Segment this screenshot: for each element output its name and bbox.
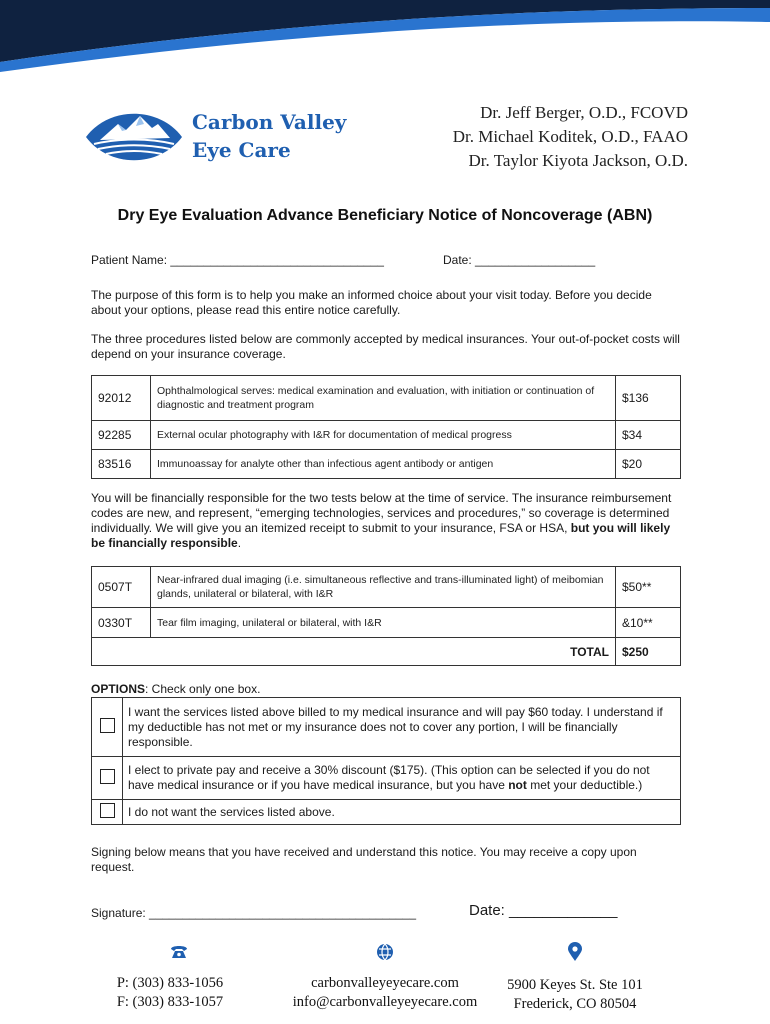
test-code: 0507T bbox=[92, 567, 151, 608]
table-row bbox=[92, 567, 681, 608]
phone-icon bbox=[169, 942, 189, 962]
header-swoosh bbox=[0, 0, 770, 80]
procedure-description: External ocular photography with I&R for documentation of medical progress bbox=[151, 421, 616, 450]
brand-line-2: Eye Care bbox=[192, 138, 291, 162]
options-heading bbox=[91, 682, 260, 696]
doctor-list bbox=[453, 101, 688, 173]
options-table bbox=[91, 697, 681, 825]
option-2-checkbox[interactable] bbox=[100, 769, 115, 784]
option-2-text bbox=[123, 757, 681, 800]
options-label: OPTIONS bbox=[91, 682, 146, 696]
tests-table bbox=[91, 566, 681, 666]
option-3-checkbox-cell bbox=[92, 800, 123, 825]
doctor-name: Dr. Jeff Berger, O.D., FCOVD bbox=[480, 103, 688, 122]
globe-icon bbox=[375, 942, 395, 962]
website-link[interactable]: carbonvalleyeyecare.com bbox=[311, 975, 459, 991]
option-row[interactable] bbox=[92, 698, 681, 757]
test-price: &10** bbox=[616, 608, 681, 638]
options-hint: : Check only one box. bbox=[145, 682, 261, 696]
signature-date-field[interactable]: Date: _____________ bbox=[469, 902, 618, 919]
form-title: Dry Eye Evaluation Advance Beneficiary Notice of Noncoverage (ABN) bbox=[117, 207, 653, 224]
option-3-text: I do not want the services listed above. bbox=[123, 800, 681, 825]
procedure-price: $34 bbox=[616, 421, 681, 450]
tests-intro bbox=[91, 491, 681, 551]
tests-intro-text: You will be financially responsible for the two tests below at the time of service. The insurance reimbursement codes are new, and represent, “emerging technologies, services and procedures,” so coverage is determined individually. We will give you an itemized receipt to submit to your insurance, FSA or HSA, bbox=[91, 491, 672, 535]
phone-contact bbox=[95, 974, 245, 1012]
email-link[interactable]: info@carbonvalleyeyecare.com bbox=[292, 994, 478, 1010]
table-row bbox=[92, 421, 681, 450]
option-1-checkbox[interactable] bbox=[100, 718, 115, 733]
signing-note: Signing below means that you have received and understand this notice. You may receive a copy upon request. bbox=[91, 845, 637, 874]
intro-paragraph: The purpose of this form is to help you make an informed choice about your visit today. Before you decide about your options, please read this entire notice carefully. bbox=[91, 288, 652, 317]
option-row[interactable] bbox=[92, 800, 681, 825]
option-2-checkbox-cell bbox=[92, 757, 123, 800]
address-line-2: Frederick, CO 80504 bbox=[513, 996, 637, 1012]
procedures-intro: The three procedures listed below are commonly accepted by medical insurances. Your out-of-pocket costs will depend on your insurance coverage. bbox=[91, 332, 680, 361]
option-2-text-bold: not bbox=[508, 778, 527, 792]
procedures-table bbox=[91, 375, 681, 479]
tests-intro-bold: but you will likely be financially responsible bbox=[91, 521, 671, 550]
procedure-price: $136 bbox=[616, 376, 681, 421]
phone-number: P: (303) 833-1056 bbox=[116, 975, 224, 991]
tests-intro-end: . bbox=[237, 536, 242, 550]
procedure-description: Immunoassay for analyte other than infectious agent antibody or antigen bbox=[151, 450, 616, 479]
web-contact bbox=[275, 974, 495, 1012]
total-label: TOTAL bbox=[92, 638, 616, 666]
doctor-name: Dr. Taylor Kiyota Jackson, O.D. bbox=[468, 151, 688, 170]
procedure-code: 92285 bbox=[92, 421, 151, 450]
option-3-checkbox[interactable] bbox=[100, 803, 115, 818]
address bbox=[500, 976, 650, 1014]
option-row[interactable] bbox=[92, 757, 681, 800]
procedure-price: $20 bbox=[616, 450, 681, 479]
total-row bbox=[92, 638, 681, 666]
table-row bbox=[92, 608, 681, 638]
address-line-1: 5900 Keyes St. Ste 101 bbox=[507, 977, 643, 993]
option-1-checkbox-cell bbox=[92, 698, 123, 757]
option-2-text-post: met your deductible.) bbox=[526, 778, 643, 792]
date-field[interactable]: Date: __________________ bbox=[443, 253, 596, 267]
test-description: Tear film imaging, unilateral or bilateral, with I&R bbox=[151, 608, 616, 638]
procedure-code: 83516 bbox=[92, 450, 151, 479]
location-pin-icon bbox=[565, 942, 585, 962]
option-2-text-pre: I elect to private pay and receive a 30% discount ($175). (This option can be selected if you do not have medical insurance or if you have medical insurance, but you have bbox=[128, 763, 650, 792]
test-price: $50** bbox=[616, 567, 681, 608]
table-row bbox=[92, 450, 681, 479]
fax-number: F: (303) 833-1057 bbox=[116, 994, 224, 1010]
brand-name bbox=[192, 108, 346, 164]
test-description: Near-infrared dual imaging (i.e. simultaneous reflective and trans-illuminated light) of meibomian glands, unilateral or bilateral, with I&R bbox=[151, 567, 616, 608]
procedure-description: Ophthalmological serves: medical examination and evaluation, with initiation or continuation of diagnostic and treatment program bbox=[151, 376, 616, 421]
doctor-name: Dr. Michael Koditek, O.D., FAAO bbox=[452, 127, 688, 146]
signature-field[interactable]: Signature: ________________________________________ bbox=[91, 906, 416, 920]
test-code: 0330T bbox=[92, 608, 151, 638]
carbon-valley-logo-icon bbox=[84, 104, 184, 170]
patient-name-field[interactable]: Patient Name: ________________________________ bbox=[91, 253, 384, 267]
brand-line-1: Carbon Valley bbox=[192, 110, 347, 134]
total-value: $250 bbox=[616, 638, 681, 666]
table-row bbox=[92, 376, 681, 421]
option-1-text: I want the services listed above billed to my medical insurance and will pay $60 today. I understand if my deductible has not met or my insurance does not to cover any portion, I will be financially responsible. bbox=[123, 698, 681, 757]
procedure-code: 92012 bbox=[92, 376, 151, 421]
